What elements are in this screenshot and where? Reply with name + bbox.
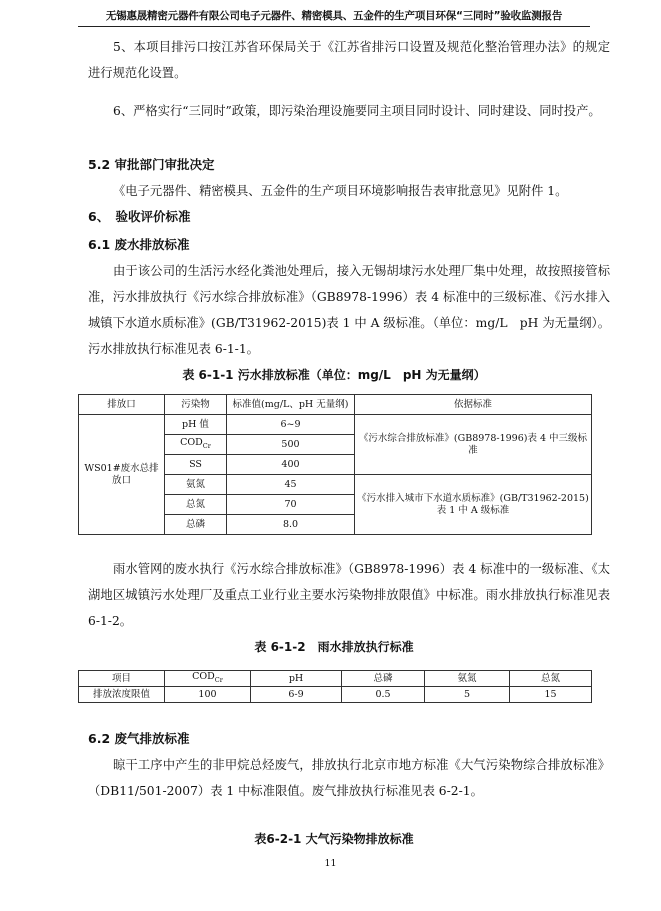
outlet-cell: WS01#废水总排放口 [79,415,165,535]
value-cell: 70 [227,495,355,515]
col-header-outlet: 排放口 [79,395,165,415]
cod-subscript: Cr [202,441,211,450]
value-cell: 6-9 [251,687,342,703]
heading-5-2: 5.2 审批部门审批决定 [88,157,215,172]
paragraph-wastewater: 由于该公司的生活污水经化粪池处理后，接入无锡胡埭污水处理厂集中处理，故按照接管标准，污水排放执行《污水综合排放标准》（GB8978-1996）表 4 标准中的三级标准、《污水排入城镇下水道水质标准》(GB/T31962-2015)表 1 中 A 级标准。（单位：mg/L pH 为无量纲）。污水排放执行标准见表 6-1-1。 [88,264,610,356]
cod-subscript: Cr [214,675,223,684]
table-6-1-2 [78,670,592,703]
pollutant-cell: SS [165,455,227,475]
col-header-cod [165,671,251,687]
heading-6-1: 6.1 废水排放标准 [88,237,190,252]
col-header-total-nitrogen: 总氮 [510,671,592,687]
row-label: 排放浓度限值 [79,687,165,703]
heading-6-2: 6.2 废气排放标准 [88,731,190,746]
value-cell: 45 [227,475,355,495]
table-row [79,687,592,703]
value-cell: 5 [425,687,510,703]
header-divider [78,26,590,27]
paragraph-item-6: 6、严格实行“三同时”政策，即污染治理设施要同主项目同时设计、同时建设、同时投产。 [113,104,601,118]
pollutant-cell: pH 值 [165,415,227,435]
report-header: 无锡惠晟精密元器件有限公司电子元器件、精密模具、五金件的生产项目环保“三同时”验收监测报告 [105,10,563,22]
col-header-total-phosphorus: 总磷 [342,671,425,687]
col-header-basis: 依据标准 [355,395,592,415]
value-cell: 15 [510,687,592,703]
value-cell: 100 [165,687,251,703]
table-header-row [79,671,592,687]
value-cell: 500 [227,435,355,455]
table-6-1-1 [78,394,592,535]
table-6-2-1-caption: 表6-2-1 大气污染物排放标准 [254,832,414,846]
table-header-row [79,395,592,415]
table-6-1-2-caption: 表 6-1-2 雨水排放执行标准 [254,640,414,654]
basis-cell-gb8978: 《污水综合排放标准》(GB8978-1996)表 4 中三级标准 [355,415,592,475]
pollutant-cell: 总磷 [165,515,227,535]
col-header-ammonia: 氨氮 [425,671,510,687]
pollutant-cell: 氨氮 [165,475,227,495]
pollutant-cell: 总氮 [165,495,227,515]
value-cell: 6~9 [227,415,355,435]
pollutant-cell-cod [165,435,227,455]
table-row [79,415,592,435]
cod-label: COD [192,671,215,683]
cod-label: COD [180,437,203,449]
col-header-item: 项目 [79,671,165,687]
paragraph-approval: 《电子元器件、精密模具、五金件的生产项目环境影响报告表审批意见》见附件 1。 [113,184,568,198]
col-header-ph: pH [251,671,342,687]
heading-6: 6、 验收评价标准 [88,209,191,224]
col-header-pollutant: 污染物 [165,395,227,415]
paragraph-item-5: 5、本项目排污口按江苏省环保局关于《江苏省排污口设置及规范化整治管理办法》的规定进行规范化设置。 [88,40,610,80]
paragraph-exhaust-gas: 晾干工序中产生的非甲烷总烃废气，排放执行北京市地方标准《大气污染物综合排放标准》（DB11/501-2007）表 1 中标准限值。废气排放执行标准见表 6-2-1。 [88,758,610,798]
paragraph-rainwater: 雨水管网的废水执行《污水综合排放标准》（GB8978-1996）表 4 标准中的一级标准、《太湖地区城镇污水处理厂及重点工业行业主要水污染物排放限值》中标准。雨水排放执行标准见表 6-1-2。 [88,562,610,628]
col-header-standard-value: 标准值(mg/L、pH 无量纲) [227,395,355,415]
value-cell: 8.0 [227,515,355,535]
page-number: 11 [324,858,337,869]
value-cell: 0.5 [342,687,425,703]
basis-cell-gbt31962: 《污水排入城市下水道水质标准》(GB/T31962-2015)表 1 中 A 级标准 [355,475,592,535]
value-cell: 400 [227,455,355,475]
table-6-1-1-caption: 表 6-1-1 污水排放标准（单位：mg/L pH 为无量纲） [182,368,486,382]
